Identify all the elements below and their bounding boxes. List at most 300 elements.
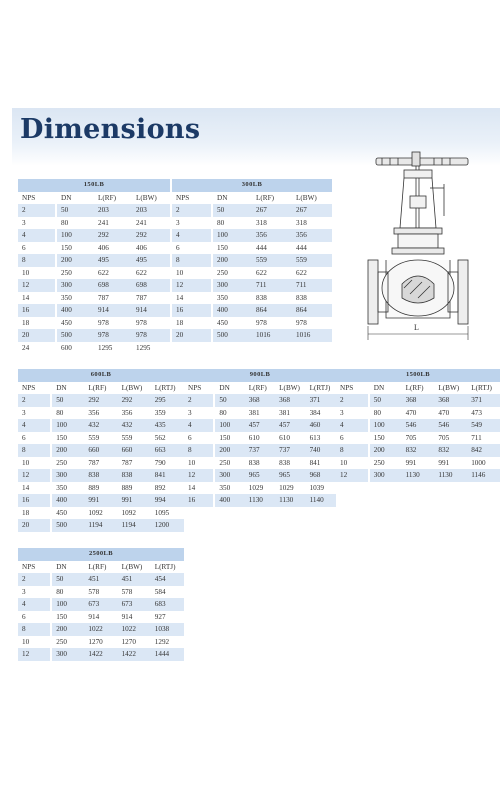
table-cell: 673 <box>118 598 151 611</box>
table-cell: 914 <box>132 304 170 317</box>
table-row <box>172 242 332 255</box>
table-cell: 705 <box>402 432 435 445</box>
table-cell: 356 <box>292 229 332 242</box>
column-header: L(RF) <box>84 561 117 574</box>
table-row <box>336 432 500 445</box>
table-cell: 12 <box>172 279 212 292</box>
table-cell: 4 <box>18 598 51 611</box>
table-cell: 12 <box>18 648 51 661</box>
table-cell: 400 <box>214 494 244 507</box>
table-row <box>172 254 332 267</box>
table-cell: 711 <box>252 279 292 292</box>
table-cell: 381 <box>275 407 305 420</box>
table-cell: 2 <box>18 573 51 586</box>
table-cell: 698 <box>132 279 170 292</box>
table-150lb <box>18 179 170 354</box>
table-cell: 300 <box>212 279 252 292</box>
table-cell: 787 <box>84 457 117 470</box>
table-cell: 435 <box>151 419 184 432</box>
column-header: L(BW) <box>118 382 151 395</box>
table-cell: 250 <box>56 267 94 280</box>
table-cell: 1095 <box>151 507 184 520</box>
table-cell: 100 <box>212 229 252 242</box>
column-header: NPS <box>336 382 369 395</box>
table-300lb <box>172 179 332 342</box>
column-header: DN <box>51 561 84 574</box>
table-row <box>336 457 500 470</box>
table-row <box>18 636 184 649</box>
table-cell: 50 <box>212 204 252 217</box>
table-cell: 1146 <box>467 469 500 482</box>
table-header-row <box>18 548 184 561</box>
pressure-class-header: 600LB <box>18 369 184 382</box>
table-cell: 889 <box>84 482 117 495</box>
table-row <box>184 457 336 470</box>
table-cell: 18 <box>18 317 56 330</box>
table-cell: 584 <box>151 586 184 599</box>
table-cell: 10 <box>18 267 56 280</box>
table-cell: 80 <box>51 407 84 420</box>
table-cell: 10 <box>184 457 214 470</box>
table-cell: 6 <box>184 432 214 445</box>
table-cell: 400 <box>56 304 94 317</box>
pressure-class-header: 150LB <box>18 179 170 192</box>
table-cell: 368 <box>275 394 305 407</box>
table-row <box>184 482 336 495</box>
pressure-class-header: 1500LB <box>336 369 500 382</box>
table-cell: 457 <box>245 419 275 432</box>
table-cell: 1130 <box>275 494 305 507</box>
table-row <box>184 469 336 482</box>
table-cell: 991 <box>118 494 151 507</box>
table-cell: 622 <box>292 267 332 280</box>
table-cell: 20 <box>18 519 51 532</box>
table-cell: 359 <box>151 407 184 420</box>
table-row <box>184 394 336 407</box>
table-cell: 838 <box>245 457 275 470</box>
table-cell: 400 <box>212 304 252 317</box>
table-cell: 150 <box>214 432 244 445</box>
table-header-row <box>18 369 184 382</box>
column-header: DN <box>56 192 94 205</box>
table-cell: 250 <box>51 457 84 470</box>
column-header: L(BW) <box>132 192 170 205</box>
table-cell: 787 <box>132 292 170 305</box>
table-cell: 10 <box>18 636 51 649</box>
table-cell: 400 <box>51 494 84 507</box>
column-header-row <box>172 192 332 205</box>
table-900lb <box>184 369 336 507</box>
column-header: L(RTJ) <box>306 382 336 395</box>
table-cell: 292 <box>132 229 170 242</box>
table-cell: 864 <box>292 304 332 317</box>
table-cell: 562 <box>151 432 184 445</box>
table-cell: 50 <box>51 394 84 407</box>
table-cell: 250 <box>51 636 84 649</box>
table-cell: 2 <box>184 394 214 407</box>
table-row <box>18 342 170 355</box>
table-cell: 50 <box>51 573 84 586</box>
table-cell: 4 <box>336 419 369 432</box>
table-cell: 1016 <box>292 329 332 342</box>
page-title: Dimensions <box>20 114 201 145</box>
column-header: NPS <box>18 382 51 395</box>
table-cell: 892 <box>151 482 184 495</box>
table-row <box>18 648 184 661</box>
table-cell: 1422 <box>118 648 151 661</box>
table-cell: 705 <box>434 432 467 445</box>
table-cell: 3 <box>184 407 214 420</box>
table-cell: 267 <box>252 204 292 217</box>
table-cell: 444 <box>252 242 292 255</box>
table-row <box>172 204 332 217</box>
table-row <box>18 519 184 532</box>
table-cell: 241 <box>132 217 170 230</box>
table-cell: 3 <box>18 217 56 230</box>
table-cell: 1022 <box>118 623 151 636</box>
dimension-label: L <box>414 323 419 332</box>
table-cell: 889 <box>118 482 151 495</box>
table-cell: 14 <box>18 482 51 495</box>
table-cell: 50 <box>214 394 244 407</box>
table-row <box>18 394 184 407</box>
table-cell: 381 <box>245 407 275 420</box>
table-cell: 1130 <box>434 469 467 482</box>
table-cell: 978 <box>132 329 170 342</box>
table-row <box>18 469 184 482</box>
table-cell: 978 <box>132 317 170 330</box>
table-cell: 80 <box>51 586 84 599</box>
column-header: NPS <box>172 192 212 205</box>
column-header: DN <box>214 382 244 395</box>
table-cell: 991 <box>84 494 117 507</box>
table-cell: 100 <box>51 419 84 432</box>
table-cell: 470 <box>402 407 435 420</box>
table-cell: 965 <box>245 469 275 482</box>
table-cell: 610 <box>245 432 275 445</box>
table-cell: 711 <box>292 279 332 292</box>
table-cell: 2 <box>18 394 51 407</box>
table-header-row <box>172 179 332 192</box>
table-row <box>18 217 170 230</box>
table-cell: 1444 <box>151 648 184 661</box>
table-header-row <box>18 179 170 192</box>
table-cell: 4 <box>172 229 212 242</box>
table-cell: 787 <box>94 292 132 305</box>
table-cell: 1295 <box>132 342 170 355</box>
table-cell: 6 <box>18 432 51 445</box>
table-cell: 841 <box>151 469 184 482</box>
table-row <box>18 419 184 432</box>
table-cell: 660 <box>84 444 117 457</box>
dimensions-page <box>12 108 500 673</box>
table-cell: 838 <box>84 469 117 482</box>
table-row <box>172 292 332 305</box>
table-cell: 100 <box>369 419 402 432</box>
table-cell: 3 <box>18 586 51 599</box>
table-cell: 368 <box>402 394 435 407</box>
table-cell: 50 <box>56 204 94 217</box>
table-cell: 20 <box>172 329 212 342</box>
table-cell: 832 <box>402 444 435 457</box>
table-cell: 1270 <box>118 636 151 649</box>
table-row <box>336 407 500 420</box>
table-cell: 300 <box>369 469 402 482</box>
table-row <box>18 611 184 624</box>
pressure-class-header: 300LB <box>172 179 332 192</box>
table-row <box>18 229 170 242</box>
column-header: DN <box>212 192 252 205</box>
table-cell: 356 <box>84 407 117 420</box>
table-row <box>18 267 170 280</box>
table-row <box>184 407 336 420</box>
table-cell: 203 <box>132 204 170 217</box>
table-cell: 350 <box>51 482 84 495</box>
table-cell: 1295 <box>94 342 132 355</box>
table-cell: 3 <box>18 407 51 420</box>
table-2500lb <box>18 548 184 661</box>
table-row <box>18 304 170 317</box>
table-cell: 838 <box>275 457 305 470</box>
table-cell: 6 <box>172 242 212 255</box>
table-cell: 711 <box>467 432 500 445</box>
table-cell: 8 <box>18 623 51 636</box>
table-cell: 318 <box>252 217 292 230</box>
table-cell: 6 <box>336 432 369 445</box>
table-cell: 432 <box>84 419 117 432</box>
table-cell: 698 <box>94 279 132 292</box>
table-cell: 495 <box>94 254 132 267</box>
table-cell: 841 <box>306 457 336 470</box>
pressure-class-header: 2500LB <box>18 548 184 561</box>
table-cell: 559 <box>252 254 292 267</box>
column-header: L(BW) <box>118 561 151 574</box>
table-cell: 356 <box>118 407 151 420</box>
column-header: DN <box>369 382 402 395</box>
table-cell: 622 <box>94 267 132 280</box>
table-cell: 500 <box>56 329 94 342</box>
column-header: L(RF) <box>94 192 132 205</box>
table-600lb <box>18 369 184 532</box>
table-cell: 832 <box>434 444 467 457</box>
table-cell: 267 <box>292 204 332 217</box>
table-cell: 12 <box>18 469 51 482</box>
table-cell: 3 <box>172 217 212 230</box>
table-cell: 968 <box>306 469 336 482</box>
table-cell: 495 <box>132 254 170 267</box>
table-cell: 790 <box>151 457 184 470</box>
table-cell: 250 <box>369 457 402 470</box>
table-cell: 350 <box>56 292 94 305</box>
table-cell: 384 <box>306 407 336 420</box>
table-cell: 80 <box>369 407 402 420</box>
table-cell: 450 <box>56 317 94 330</box>
table-cell: 559 <box>292 254 332 267</box>
table-row <box>336 394 500 407</box>
column-header: L(RTJ) <box>151 382 184 395</box>
table-cell: 10 <box>18 457 51 470</box>
table-row <box>184 432 336 445</box>
table-cell: 683 <box>151 598 184 611</box>
column-header: L(RF) <box>252 192 292 205</box>
table-cell: 549 <box>467 419 500 432</box>
table-cell: 1038 <box>151 623 184 636</box>
table-cell: 14 <box>18 292 56 305</box>
table-row <box>18 204 170 217</box>
table-row <box>18 623 184 636</box>
table-cell: 546 <box>402 419 435 432</box>
table-cell: 1292 <box>151 636 184 649</box>
table-cell: 500 <box>212 329 252 342</box>
table-cell: 613 <box>306 432 336 445</box>
table-cell: 16 <box>172 304 212 317</box>
column-header: L(RTJ) <box>467 382 500 395</box>
table-cell: 100 <box>56 229 94 242</box>
table-cell: 673 <box>84 598 117 611</box>
table-row <box>172 279 332 292</box>
table-row <box>18 407 184 420</box>
table-cell: 1016 <box>252 329 292 342</box>
table-cell: 622 <box>132 267 170 280</box>
table-row <box>172 229 332 242</box>
table-cell: 660 <box>118 444 151 457</box>
table-row <box>18 598 184 611</box>
table-cell: 965 <box>275 469 305 482</box>
table-row <box>18 432 184 445</box>
table-cell: 12 <box>18 279 56 292</box>
table-cell: 20 <box>18 329 56 342</box>
table-cell: 451 <box>118 573 151 586</box>
table-cell: 200 <box>51 444 84 457</box>
table-row <box>172 317 332 330</box>
column-header: L(RF) <box>84 382 117 395</box>
table-cell: 432 <box>118 419 151 432</box>
table-row <box>18 242 170 255</box>
table-cell: 250 <box>214 457 244 470</box>
table-cell: 1194 <box>118 519 151 532</box>
table-cell: 991 <box>402 457 435 470</box>
table-cell: 1140 <box>306 494 336 507</box>
table-row <box>336 419 500 432</box>
table-row <box>184 444 336 457</box>
table-cell: 6 <box>18 611 51 624</box>
table-cell: 14 <box>184 482 214 495</box>
table-cell: 740 <box>306 444 336 457</box>
column-header: L(RF) <box>245 382 275 395</box>
column-header: NPS <box>18 192 56 205</box>
table-row <box>184 494 336 507</box>
table-cell: 318 <box>292 217 332 230</box>
table-cell: 4 <box>18 419 51 432</box>
table-cell: 1092 <box>118 507 151 520</box>
table-cell: 300 <box>51 469 84 482</box>
table-cell: 12 <box>184 469 214 482</box>
column-header-row <box>18 382 184 395</box>
table-cell: 12 <box>336 469 369 482</box>
table-row <box>18 457 184 470</box>
table-cell: 150 <box>51 611 84 624</box>
table-row <box>18 507 184 520</box>
table-cell: 200 <box>51 623 84 636</box>
table-cell: 1130 <box>245 494 275 507</box>
table-cell: 559 <box>118 432 151 445</box>
table-cell: 100 <box>214 419 244 432</box>
table-cell: 200 <box>369 444 402 457</box>
table-cell: 1029 <box>245 482 275 495</box>
table-row <box>18 317 170 330</box>
globe-valve-drawing <box>364 148 494 358</box>
table-cell: 300 <box>56 279 94 292</box>
table-cell: 838 <box>292 292 332 305</box>
table-row <box>184 419 336 432</box>
table-cell: 914 <box>84 611 117 624</box>
column-header: NPS <box>184 382 214 395</box>
table-cell: 368 <box>245 394 275 407</box>
table-cell: 1200 <box>151 519 184 532</box>
table-1500lb <box>336 369 500 482</box>
table-cell: 2 <box>18 204 56 217</box>
table-row <box>336 469 500 482</box>
table-cell: 100 <box>51 598 84 611</box>
table-cell: 1000 <box>467 457 500 470</box>
table-cell: 150 <box>369 432 402 445</box>
table-cell: 737 <box>275 444 305 457</box>
table-cell: 8 <box>18 254 56 267</box>
table-cell: 241 <box>94 217 132 230</box>
table-cell: 292 <box>84 394 117 407</box>
table-row <box>18 292 170 305</box>
table-cell: 450 <box>212 317 252 330</box>
table-cell: 578 <box>118 586 151 599</box>
table-cell: 3 <box>336 407 369 420</box>
table-cell: 200 <box>212 254 252 267</box>
table-cell: 994 <box>151 494 184 507</box>
table-cell: 838 <box>118 469 151 482</box>
table-cell: 18 <box>18 507 51 520</box>
table-cell: 24 <box>18 342 56 355</box>
table-cell: 978 <box>94 317 132 330</box>
table-cell: 454 <box>151 573 184 586</box>
table-cell: 150 <box>51 432 84 445</box>
pressure-class-header: 900LB <box>184 369 336 382</box>
table-cell: 578 <box>84 586 117 599</box>
table-cell: 1039 <box>306 482 336 495</box>
column-header: DN <box>51 382 84 395</box>
table-row <box>18 254 170 267</box>
column-header: NPS <box>18 561 51 574</box>
table-cell: 978 <box>292 317 332 330</box>
table-cell: 663 <box>151 444 184 457</box>
table-cell: 150 <box>212 242 252 255</box>
table-cell: 1029 <box>275 482 305 495</box>
table-cell: 10 <box>336 457 369 470</box>
table-cell: 292 <box>118 394 151 407</box>
table-cell: 406 <box>132 242 170 255</box>
column-header-row <box>18 192 170 205</box>
column-header: L(RTJ) <box>151 561 184 574</box>
table-row <box>172 304 332 317</box>
table-cell: 8 <box>336 444 369 457</box>
table-cell: 16 <box>18 494 51 507</box>
column-header-row <box>184 382 336 395</box>
column-header: L(BW) <box>434 382 467 395</box>
table-cell: 356 <box>252 229 292 242</box>
table-cell: 200 <box>56 254 94 267</box>
table-cell: 295 <box>151 394 184 407</box>
table-cell: 470 <box>434 407 467 420</box>
table-cell: 451 <box>84 573 117 586</box>
table-cell: 978 <box>94 329 132 342</box>
